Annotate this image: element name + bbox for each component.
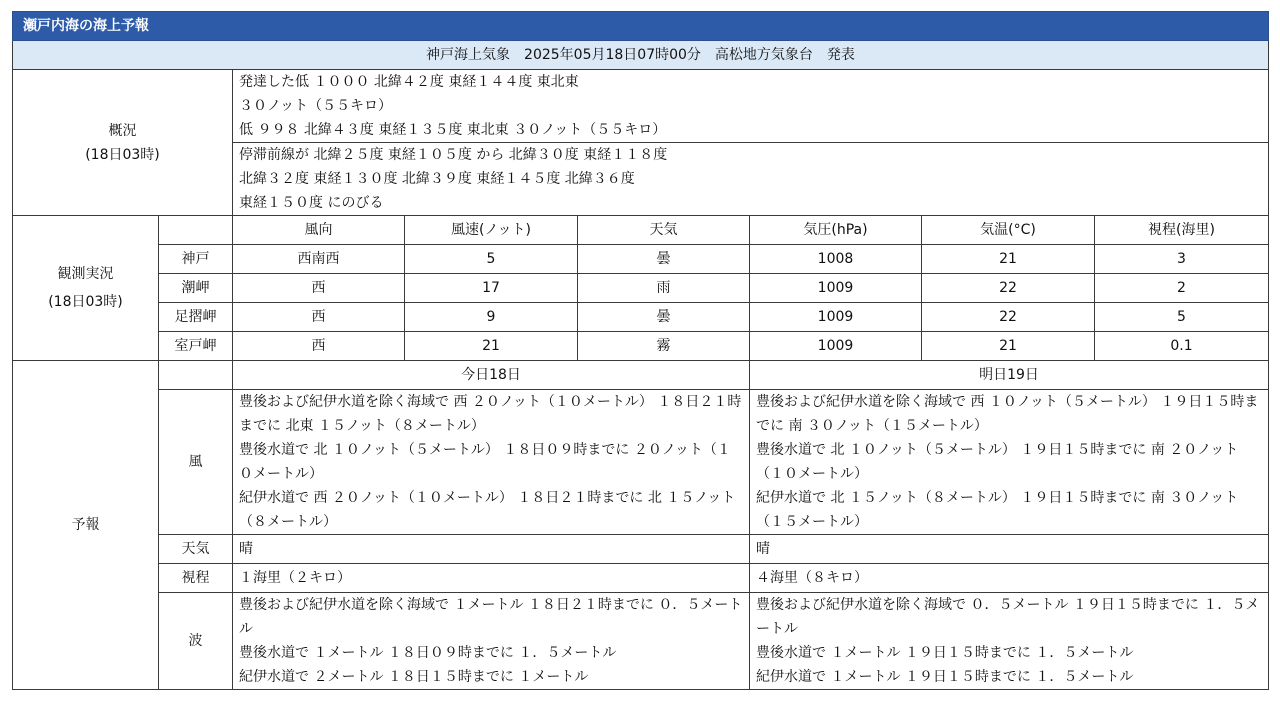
overview-line: 東経１５０度 にのびる: [239, 195, 384, 211]
marine-forecast: [12, 11, 1268, 690]
wave-line: 紀伊水道で １メートル １９日１５時までに １．５メートル: [756, 669, 1134, 685]
overview-line: 発達した低 １０００ 北緯４２度 東経１４４度 東北東: [239, 74, 579, 90]
col-header-pressure: 気圧(hPa): [750, 216, 922, 245]
page-title: 瀬戸内海の海上予報: [13, 12, 1269, 41]
overview-line: 北緯３２度 東経１３０度 北緯３９度 東経１４５度 北緯３６度: [239, 171, 635, 187]
station-name: 潮岬: [159, 274, 233, 303]
pressure: 1009: [750, 332, 922, 361]
forecast-visibility-today: １海里（２キロ）: [233, 564, 750, 593]
wind-direction: 西: [233, 332, 405, 361]
overview-label: 概況: [108, 122, 137, 139]
wind-line: 紀伊水道で 西 ２０ノット（１０メートル） １８日２１時までに 北 １５ノット（８メートル）: [239, 490, 736, 530]
temperature: 21: [922, 332, 1095, 361]
wind-speed: 9: [405, 303, 578, 332]
observation-label-cell: [13, 216, 159, 361]
visibility: 2: [1095, 274, 1269, 303]
wave-line: 豊後水道で １メートル １８日０９時までに １．５メートル: [239, 645, 617, 661]
wind-direction: 西南西: [233, 245, 405, 274]
visibility: 3: [1095, 245, 1269, 274]
forecast-wave-tomorrow: [750, 593, 1269, 690]
wind-speed: 5: [405, 245, 578, 274]
forecast-weather-label: 天気: [159, 535, 233, 564]
overview-line: ３０ノット（５５キロ）: [239, 98, 393, 114]
visibility: 5: [1095, 303, 1269, 332]
col-header-visibility: 視程(海里): [1095, 216, 1269, 245]
forecast-wind-today: [233, 390, 750, 535]
weather: 雨: [578, 274, 750, 303]
wind-speed: 17: [405, 274, 578, 303]
forecast-wave-today: [233, 593, 750, 690]
observation-time: (18日03時): [48, 294, 123, 310]
overview-time: (18日03時): [85, 146, 160, 163]
forecast-weather-today: 晴: [233, 535, 750, 564]
forecast-corner: [159, 361, 233, 390]
overview-line: 低 ９９８ 北緯４３度 東経１３５度 東北東 ３０ノット（５５キロ）: [239, 122, 667, 138]
col-header-temperature: 気温(°C): [922, 216, 1095, 245]
issue-info: 神戸海上気象 2025年05月18日07時00分 高松地方気象台 発表: [13, 41, 1269, 70]
wind-line: 豊後および紀伊水道を除く海域で 西 ２０ノット（１０メートル） １８日２１時までに 北東 １５ノット（８メートル）: [239, 394, 742, 434]
overview-line: 停滞前線が 北緯２５度 東経１０５度 から 北緯３０度 東経１１８度: [239, 147, 668, 163]
wave-line: 豊後水道で １メートル １９日１５時までに １．５メートル: [756, 645, 1134, 661]
forecast-wind-tomorrow: [750, 390, 1269, 535]
temperature: 21: [922, 245, 1095, 274]
pressure: 1008: [750, 245, 922, 274]
forecast-visibility-tomorrow: ４海里（８キロ）: [750, 564, 1269, 593]
weather: 曇: [578, 303, 750, 332]
station-name: 足摺岬: [159, 303, 233, 332]
forecast-tomorrow-header: 明日19日: [750, 361, 1269, 390]
col-header-weather: 天気: [578, 216, 750, 245]
pressure: 1009: [750, 274, 922, 303]
table-row: [13, 303, 1269, 332]
temperature: 22: [922, 274, 1095, 303]
forecast-table: [12, 11, 1269, 690]
table-row: [13, 332, 1269, 361]
table-row: [13, 245, 1269, 274]
observation-label: 観測実況: [57, 266, 114, 282]
observation-corner: [159, 216, 233, 245]
weather: 霧: [578, 332, 750, 361]
wind-line: 紀伊水道で 北 １５ノット（８メートル） １９日１５時までに 南 ３０ノット（１５メートル）: [756, 490, 1239, 530]
pressure: 1009: [750, 303, 922, 332]
wind-line: 豊後水道で 北 １０ノット（５メートル） １９日１５時までに 南 ２０ノット（１０メートル）: [756, 442, 1239, 482]
forecast-label: 予報: [13, 361, 159, 690]
wind-line: 豊後水道で 北 １０ノット（５メートル） １８日０９時までに ２０ノット（１０メートル）: [239, 442, 731, 482]
station-name: 室戸岬: [159, 332, 233, 361]
temperature: 22: [922, 303, 1095, 332]
weather: 曇: [578, 245, 750, 274]
forecast-weather-tomorrow: 晴: [750, 535, 1269, 564]
overview-block-2: [233, 143, 1269, 216]
wind-direction: 西: [233, 303, 405, 332]
visibility: 0.1: [1095, 332, 1269, 361]
forecast-wind-label: 風: [159, 390, 233, 535]
col-header-wind-speed: 風速(ノット): [405, 216, 578, 245]
wind-direction: 西: [233, 274, 405, 303]
table-row: [13, 274, 1269, 303]
overview-block-1: [233, 70, 1269, 143]
forecast-today-header: 今日18日: [233, 361, 750, 390]
wave-line: 豊後および紀伊水道を除く海域で １メートル １８日２１時までに ０．５メートル: [239, 597, 743, 637]
col-header-wind-direction: 風向: [233, 216, 405, 245]
station-name: 神戸: [159, 245, 233, 274]
wave-line: 豊後および紀伊水道を除く海域で ０．５メートル １９日１５時までに １．５メートル: [756, 597, 1260, 637]
wind-speed: 21: [405, 332, 578, 361]
wind-line: 豊後および紀伊水道を除く海域で 西 １０ノット（５メートル） １９日１５時までに 南 ３０ノット（１５メートル）: [756, 394, 1259, 434]
forecast-visibility-label: 視程: [159, 564, 233, 593]
wave-line: 紀伊水道で ２メートル １８日１５時までに １メートル: [239, 669, 589, 685]
overview-label-cell: [13, 70, 233, 216]
forecast-wave-label: 波: [159, 593, 233, 690]
